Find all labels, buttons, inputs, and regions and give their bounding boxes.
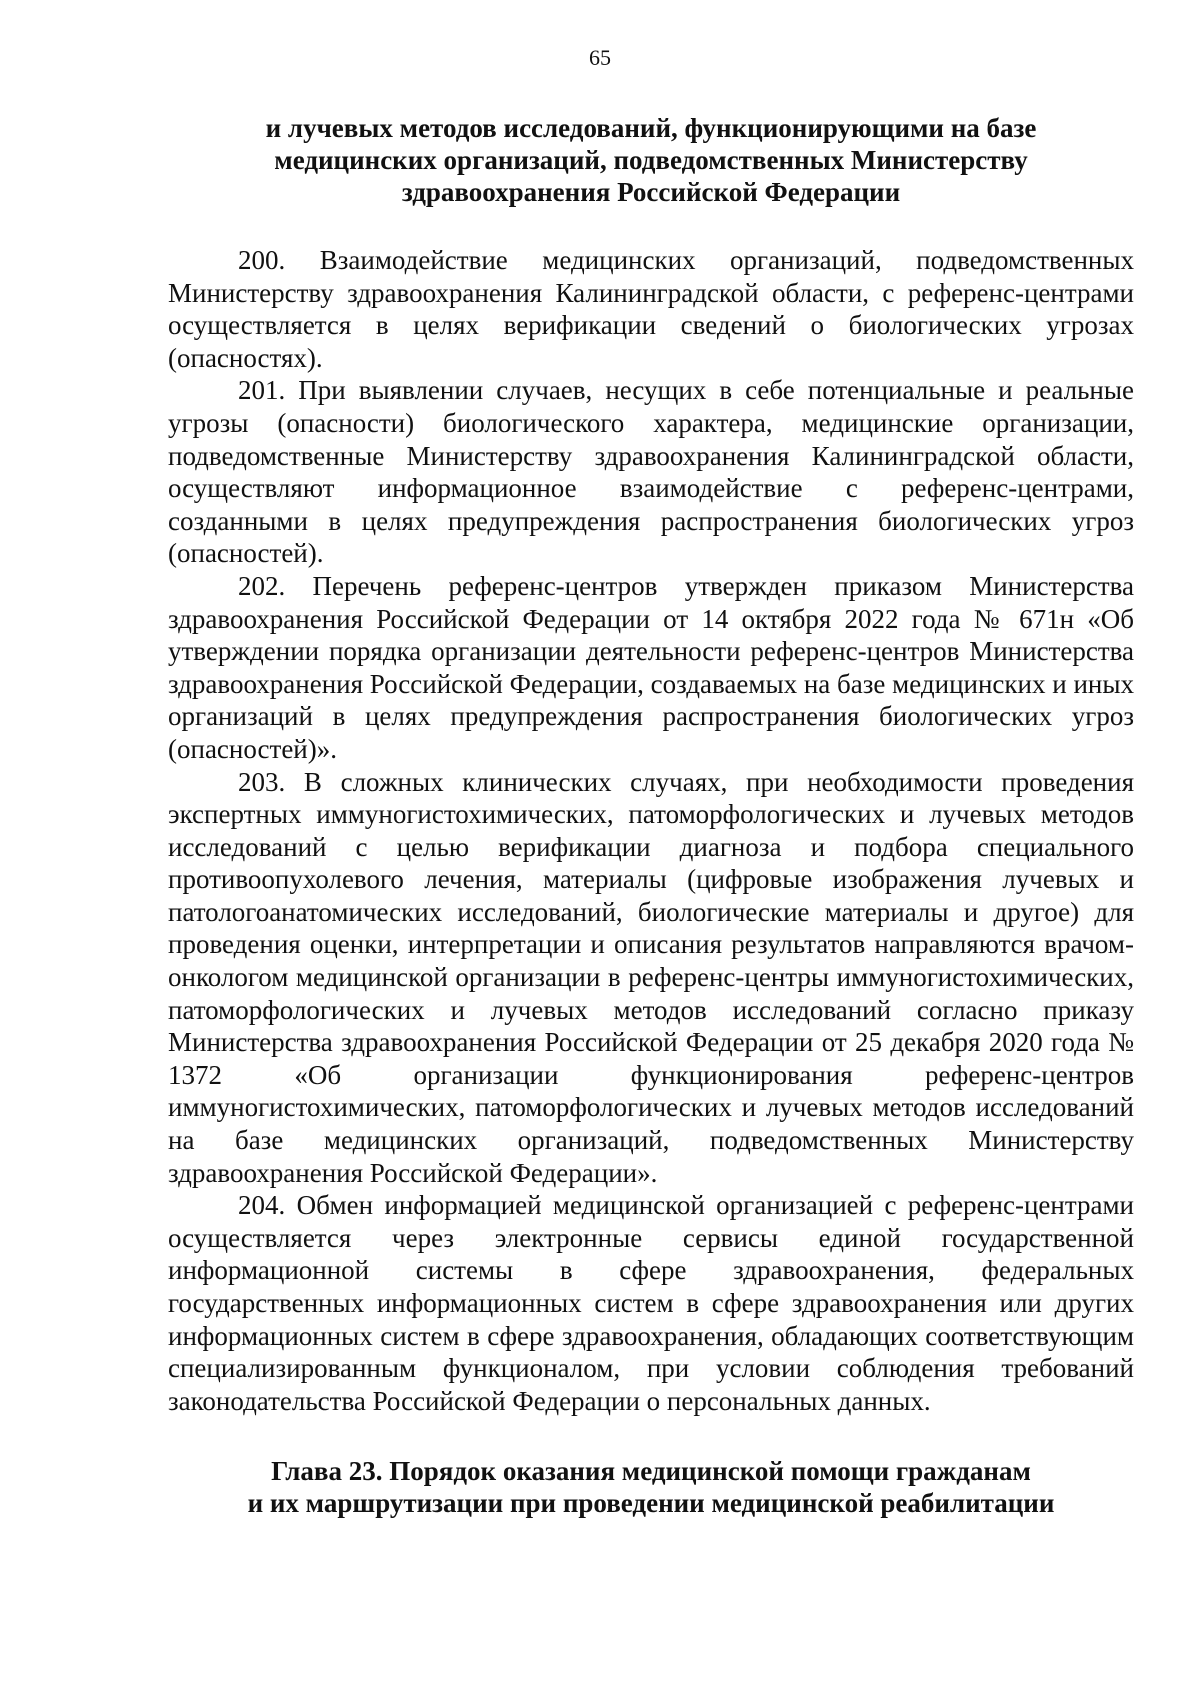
page-number: 65 (589, 45, 611, 70)
heading-line: и их маршрутизации при проведении медицинской реабилитации (247, 1488, 1055, 1519)
paragraph-202: 202. Перечень референс-центров утвержден приказом Министерства здравоохранения Российской Федерации от 14 октября 2022 года № 671н «Об утверждении порядка организации деятельности референс-центров Министерства здравоохранения Российской Федерации, создаваемых на базе медицинских и иных организаций в целях предупреждения распространения биологических угроз (опасностей)». (168, 570, 1134, 764)
paragraph-201: 201. При выявлении случаев, несущих в себе потенциальные и реальные угрозы (опасности) биологического характера, медицинские организации, подведомственные Министерству здравоохранения Калининградской области, осуществляют информационное взаимодействие с референс-центрами, созданными в целях предупреждения распространения биологических угроз (опасностей). (168, 375, 1134, 569)
paragraph-204: 204. Обмен информацией медицинской организацией с референс-центрами осуществляется через электронные сервисы единой государственной информационной системы в сфере здравоохранения, федеральных государственных информационных систем в сфере здравоохранения или других информационных систем в сфере здравоохранения, обладающих соответствующим специализированным функционалом, при условии соблюдения требований законодательства Российской Федерации о персональных данных. (168, 1190, 1134, 1416)
section-heading-continuation (168, 112, 1134, 208)
document-body (168, 112, 1134, 1519)
paragraph-200: 200. Взаимодействие медицинских организаций, подведомственных Министерству здравоохранения Калининградской области, с референс-центрами осуществляется в целях верификации сведений о биологических угрозах (опасностях). (168, 245, 1134, 373)
paragraph-203: 203. В сложных клинических случаях, при необходимости проведения экспертных иммуногистохимических, патоморфологических и лучевых методов исследований с целью верификации диагноза и подбора специального противоопухолевого лечения, материалы (цифровые изображения лучевых и патологоанатомических исследований, биологические материалы и другое) для проведения оценки, интерпретации и описания результатов направляются врачом-онкологом медицинской организации в референс-центры иммуногистохимических, патоморфологических и лучевых методов исследований согласно приказу Министерства здравоохранения Российской Федерации от 25 декабря 2020 года № 1372 «Об организации функционирования референс-центров иммуногистохимических, патоморфологических и лучевых методов исследований на базе медицинских организаций, подведомственных Министерству здравоохранения Российской Федерации». (168, 766, 1134, 1188)
heading-line: здравоохранения Российской Федерации (401, 177, 901, 207)
chapter-heading (168, 1455, 1134, 1519)
heading-line: Глава 23. Порядок оказания медицинской помощи гражданам (271, 1456, 1031, 1487)
heading-line: и лучевых методов исследований, функционирующими на базе (265, 113, 1037, 143)
heading-line: медицинских организаций, подведомственных Министерству (274, 145, 1028, 175)
